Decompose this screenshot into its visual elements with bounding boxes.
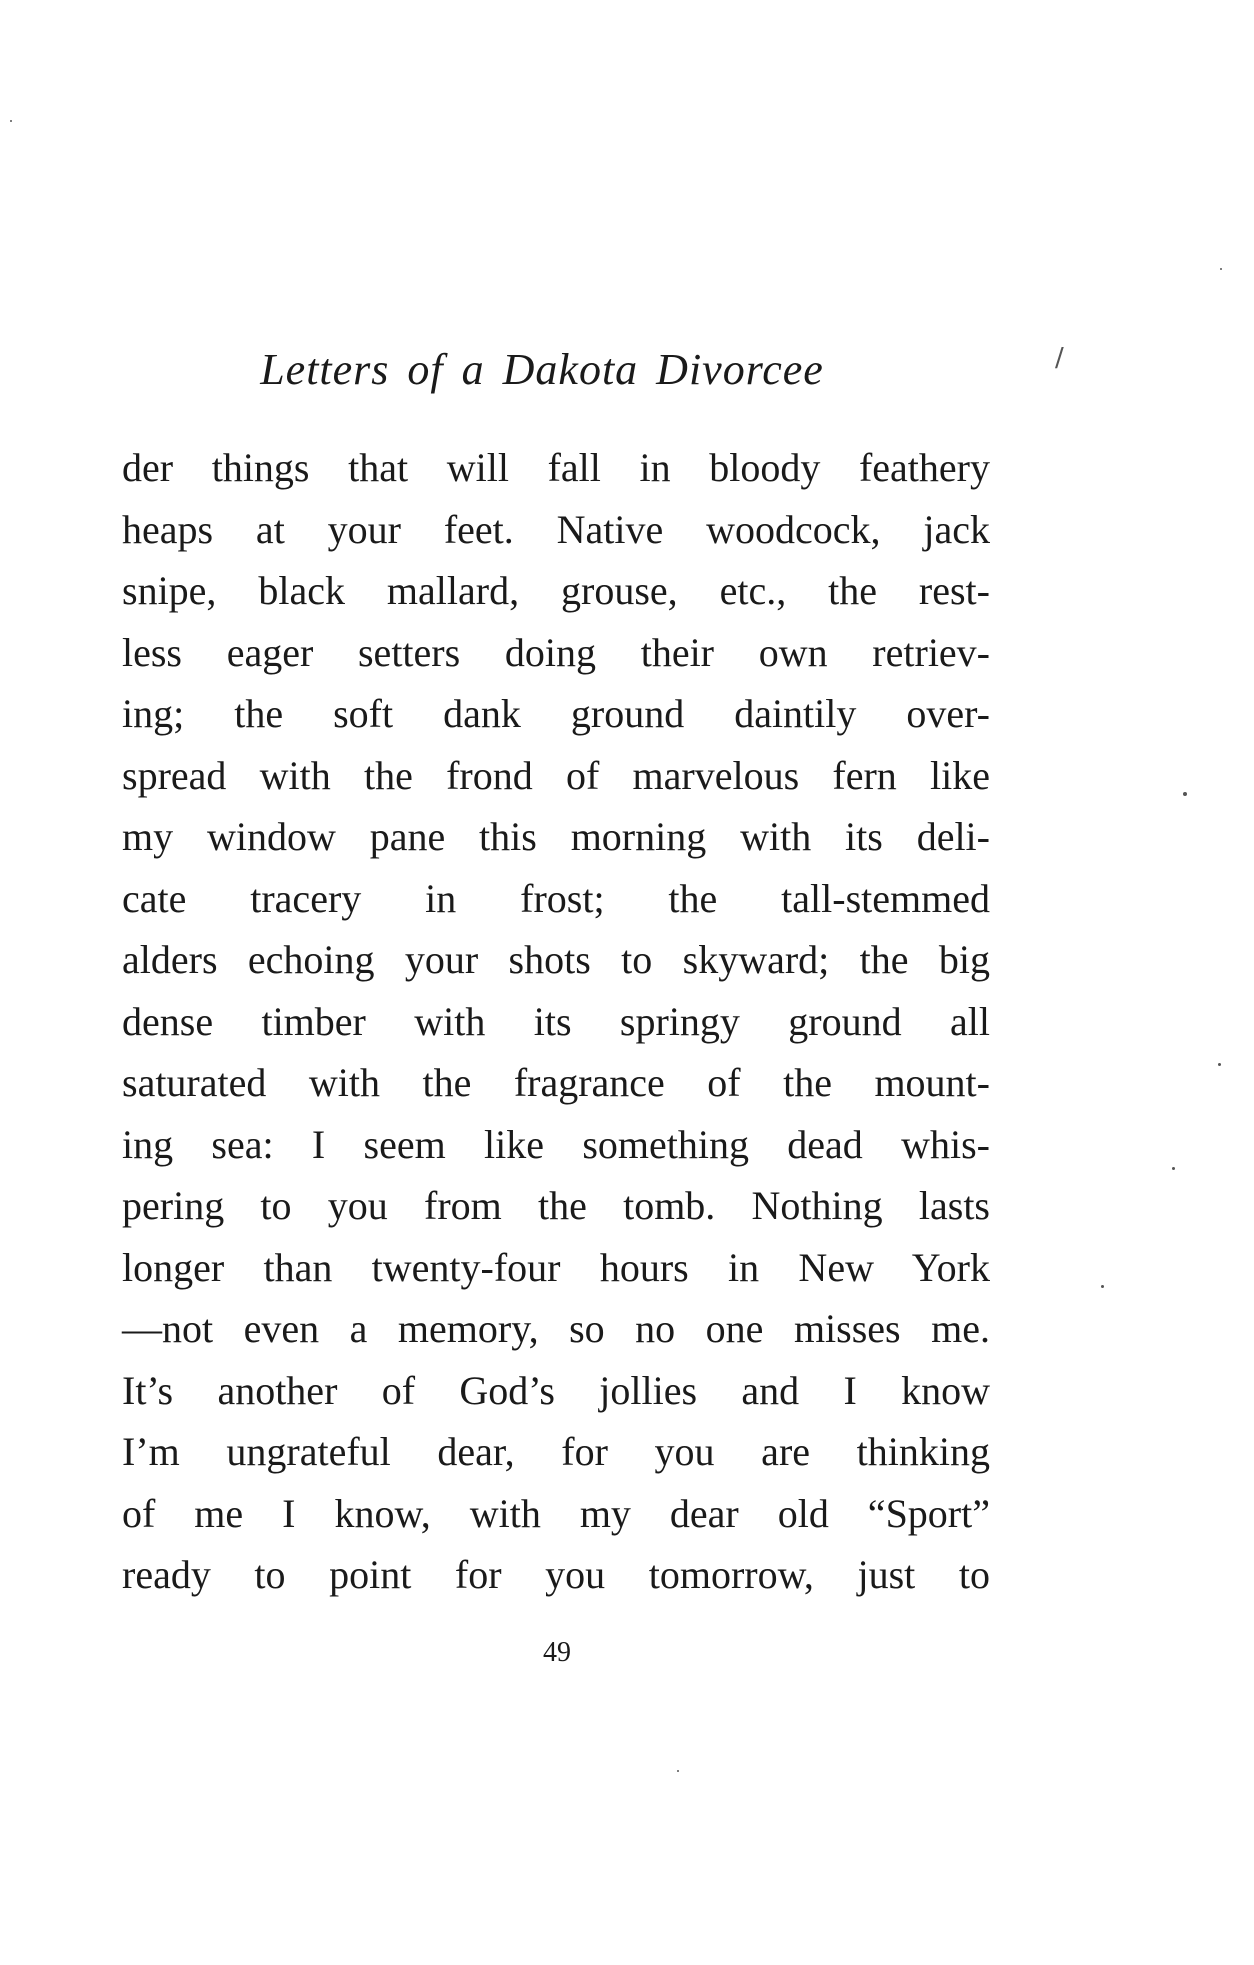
scan-speck <box>1218 1063 1221 1066</box>
page-number: 49 <box>543 1637 571 1668</box>
text-line: less eager setters doing their own retriev- <box>122 629 990 675</box>
text-line: —not even a memory, so no one misses me. <box>122 1306 990 1351</box>
text-line: saturated with the fragrance of the mount- <box>122 1060 990 1105</box>
scan-speck <box>1101 1285 1104 1288</box>
scan-mark: / <box>1055 343 1064 373</box>
text-line: spread with the frond of marvelous fern like <box>122 752 990 798</box>
text-line: It’s another of God’s jollies and I know <box>122 1367 990 1413</box>
text-line: I’m ungrateful dear, for you are thinking <box>122 1429 990 1474</box>
body-text <box>122 437 990 1606</box>
scan-speck <box>1220 268 1222 270</box>
running-head: Letters of a Dakota Divorcee <box>260 345 824 394</box>
scan-speck <box>1172 1167 1175 1170</box>
scan-speck <box>1183 792 1187 796</box>
text-line: ing; the soft dank ground daintily over- <box>122 691 990 736</box>
text-line: dense timber with its springy ground all <box>122 998 990 1044</box>
text-line: my window pane this morning with its deli- <box>122 814 990 859</box>
text-line: alders echoing your shots to skyward; the big <box>122 937 990 982</box>
text-line: heaps at your feet. Native woodcock, jack <box>122 506 990 552</box>
text-line: ing sea: I seem like something dead whis- <box>122 1121 990 1167</box>
text-line: of me I know, with my dear old “Sport” <box>122 1490 990 1536</box>
text-line: der things that will fall in bloody feathery <box>122 445 990 490</box>
text-line: ready to point for you tomorrow, just to <box>122 1552 990 1597</box>
text-line: snipe, black mallard, grouse, etc., the rest- <box>122 568 990 613</box>
text-line: cate tracery in frost; the tall-stemmed <box>122 875 990 921</box>
text-line: pering to you from the tomb. Nothing lasts <box>122 1183 990 1228</box>
scan-speck <box>10 120 12 122</box>
scan-speck <box>677 1770 679 1772</box>
text-line: longer than twenty-four hours in New York <box>122 1244 990 1290</box>
